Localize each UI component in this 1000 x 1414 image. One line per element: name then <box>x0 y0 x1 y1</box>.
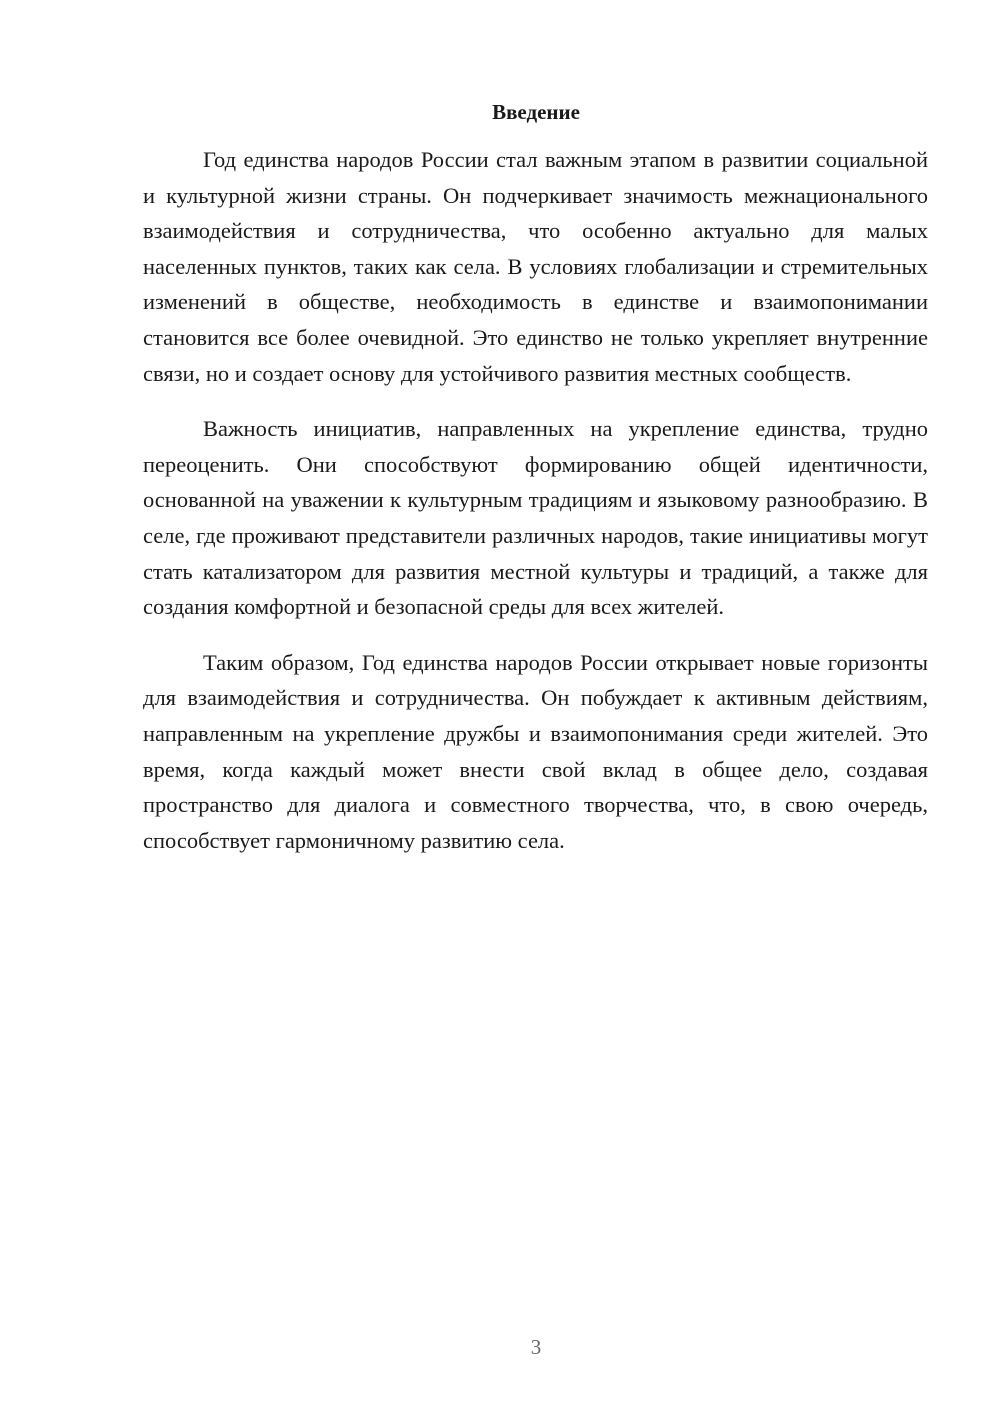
body-text <box>143 142 928 878</box>
section-heading: Введение <box>492 100 580 124</box>
paragraph-3: Таким образом, Год единства народов России открывает новые горизонты для взаимодействия и сотрудничества. Он побуждает к активным действиям, направленным на укрепление дружбы и взаимопонимания среди жителей. Это время, когда каждый может внести свой вклад в общее дело, создавая пространство для диалога и совместного творчества, что, в свою очередь, способствует гармоничному развитию села. <box>143 649 928 853</box>
paragraph-1: Год единства народов России стал важным этапом в развитии социальной и культурной жизни страны. Он подчеркивает значимость межнационального взаимодействия и сотрудничества, что особенно актуально для малых населенных пунктов, таких как села. В условиях глобализации и стремительных изменений в обществе, необходимость в единстве и взаимопонимании становится все более очевидной. Это единство не только укрепляет внутренние связи, но и создает основу для устойчивого развития местных сообществ. <box>143 147 928 386</box>
paragraph-2: Важность инициатив, направленных на укрепление единства, трудно переоценить. Они способствуют формированию общей идентичности, основанной на уважении к культурным традициям и языковому разнообразию. В селе, где проживают представители различных народов, такие инициативы могут стать катализатором для развития местной культуры и традиций, а также для создания комфортной и безопасной среды для всех жителей. <box>143 416 928 620</box>
page-number: 3 <box>530 1335 542 1359</box>
